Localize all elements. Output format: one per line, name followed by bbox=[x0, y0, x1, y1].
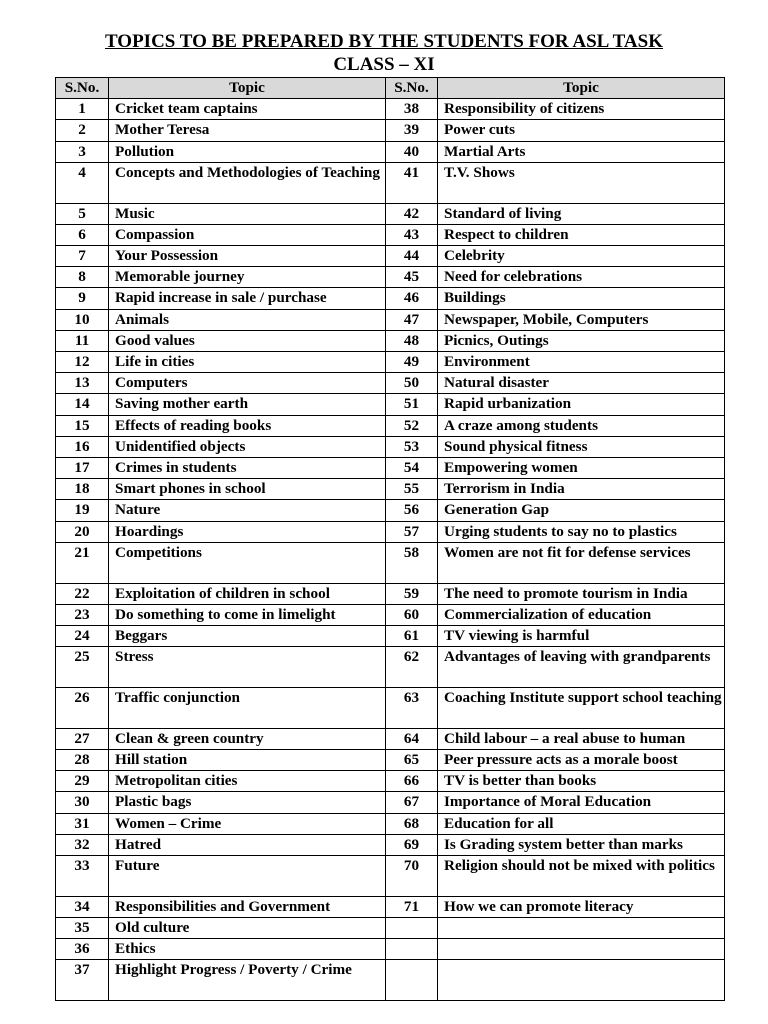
cell-sno-left: 15 bbox=[56, 415, 109, 436]
cell-topic-right: Celebrity bbox=[438, 246, 725, 267]
table-row bbox=[56, 688, 725, 729]
table-row bbox=[56, 479, 725, 500]
cell-topic-left: Hill station bbox=[109, 750, 386, 771]
cell-topic-left: Competitions bbox=[109, 542, 386, 583]
cell-topic-left: Ethics bbox=[109, 939, 386, 960]
cell-sno-left: 24 bbox=[56, 626, 109, 647]
cell-topic-left: Crimes in students bbox=[109, 458, 386, 479]
cell-topic-left: Pollution bbox=[109, 141, 386, 162]
cell-topic-right: Standard of living bbox=[438, 203, 725, 224]
table-row bbox=[56, 626, 725, 647]
cell-topic-left: Highlight Progress / Poverty / Crime bbox=[109, 960, 386, 1001]
cell-sno-left: 17 bbox=[56, 458, 109, 479]
cell-topic-left: Smart phones in school bbox=[109, 479, 386, 500]
cell-sno-left: 32 bbox=[56, 834, 109, 855]
cell-sno-right: 45 bbox=[386, 267, 438, 288]
cell-sno-left: 11 bbox=[56, 330, 109, 351]
table-row bbox=[56, 458, 725, 479]
cell-sno-left: 5 bbox=[56, 203, 109, 224]
cell-topic-right: Newspaper, Mobile, Computers bbox=[438, 309, 725, 330]
header-sno-left: S.No. bbox=[56, 78, 109, 99]
cell-sno-right: 38 bbox=[386, 99, 438, 120]
cell-sno-right: 46 bbox=[386, 288, 438, 309]
table-row bbox=[56, 162, 725, 203]
table-row bbox=[56, 99, 725, 120]
table-row bbox=[56, 394, 725, 415]
cell-sno-left: 33 bbox=[56, 856, 109, 897]
cell-sno-left: 1 bbox=[56, 99, 109, 120]
table-row bbox=[56, 288, 725, 309]
cell-sno-right: 71 bbox=[386, 896, 438, 917]
table-row bbox=[56, 771, 725, 792]
cell-sno-right: 40 bbox=[386, 141, 438, 162]
cell-sno-left: 18 bbox=[56, 479, 109, 500]
cell-sno-left: 9 bbox=[56, 288, 109, 309]
cell-topic-left: Metropolitan cities bbox=[109, 771, 386, 792]
cell-topic-right: Picnics, Outings bbox=[438, 330, 725, 351]
cell-sno-right: 43 bbox=[386, 224, 438, 245]
cell-topic-left: Cricket team captains bbox=[109, 99, 386, 120]
cell-sno-right: 54 bbox=[386, 458, 438, 479]
document-title: TOPICS TO BE PREPARED BY THE STUDENTS FOR ASL TASK bbox=[104, 31, 664, 52]
cell-topic-left: Music bbox=[109, 203, 386, 224]
cell-sno-left: 30 bbox=[56, 792, 109, 813]
cell-topic-left: Do something to come in limelight bbox=[109, 604, 386, 625]
cell-sno-left: 29 bbox=[56, 771, 109, 792]
cell-topic-right: A craze among students bbox=[438, 415, 725, 436]
cell-topic-left: Future bbox=[109, 856, 386, 897]
cell-sno-left: 3 bbox=[56, 141, 109, 162]
cell-topic-left: Exploitation of children in school bbox=[109, 583, 386, 604]
cell-topic-left: Mother Teresa bbox=[109, 120, 386, 141]
cell-topic-left: Effects of reading books bbox=[109, 415, 386, 436]
table-row bbox=[56, 500, 725, 521]
cell-sno-right bbox=[386, 939, 438, 960]
class-subtitle: CLASS – XI bbox=[333, 54, 435, 75]
cell-topic-right bbox=[438, 918, 725, 939]
cell-topic-left: Beggars bbox=[109, 626, 386, 647]
table-row bbox=[56, 246, 725, 267]
table-row bbox=[56, 583, 725, 604]
table-row bbox=[56, 918, 725, 939]
cell-topic-left: Plastic bags bbox=[109, 792, 386, 813]
table-row bbox=[56, 939, 725, 960]
table-row bbox=[56, 436, 725, 457]
cell-sno-right: 63 bbox=[386, 688, 438, 729]
cell-topic-right: Rapid urbanization bbox=[438, 394, 725, 415]
cell-topic-right: Peer pressure acts as a morale boost bbox=[438, 750, 725, 771]
cell-sno-right: 66 bbox=[386, 771, 438, 792]
cell-topic-right: Need for celebrations bbox=[438, 267, 725, 288]
cell-topic-right: The need to promote tourism in India bbox=[438, 583, 725, 604]
cell-topic-left: Hoardings bbox=[109, 521, 386, 542]
cell-topic-left: Your Possession bbox=[109, 246, 386, 267]
cell-topic-right: Child labour – a real abuse to human bbox=[438, 728, 725, 749]
cell-sno-right: 55 bbox=[386, 479, 438, 500]
cell-sno-left: 21 bbox=[56, 542, 109, 583]
cell-sno-right: 57 bbox=[386, 521, 438, 542]
cell-sno-right: 47 bbox=[386, 309, 438, 330]
cell-topic-left: Computers bbox=[109, 373, 386, 394]
cell-sno-left: 31 bbox=[56, 813, 109, 834]
header-topic-left: Topic bbox=[109, 78, 386, 99]
cell-topic-right bbox=[438, 960, 725, 1001]
cell-topic-right: Power cuts bbox=[438, 120, 725, 141]
cell-topic-left: Compassion bbox=[109, 224, 386, 245]
table-row bbox=[56, 856, 725, 897]
table-row bbox=[56, 120, 725, 141]
cell-topic-right: Is Grading system better than marks bbox=[438, 834, 725, 855]
cell-topic-left: Saving mother earth bbox=[109, 394, 386, 415]
cell-sno-left: 4 bbox=[56, 162, 109, 203]
cell-topic-left: Old culture bbox=[109, 918, 386, 939]
topics-table bbox=[55, 77, 725, 1001]
cell-sno-right: 60 bbox=[386, 604, 438, 625]
cell-sno-left: 10 bbox=[56, 309, 109, 330]
cell-topic-left: Unidentified objects bbox=[109, 436, 386, 457]
cell-sno-left: 34 bbox=[56, 896, 109, 917]
cell-sno-right: 48 bbox=[386, 330, 438, 351]
table-header-row bbox=[56, 78, 725, 99]
table-row bbox=[56, 542, 725, 583]
cell-sno-left: 25 bbox=[56, 647, 109, 688]
table-row bbox=[56, 224, 725, 245]
table-row bbox=[56, 792, 725, 813]
cell-sno-right: 59 bbox=[386, 583, 438, 604]
cell-topic-right: Education for all bbox=[438, 813, 725, 834]
cell-sno-right: 58 bbox=[386, 542, 438, 583]
topics-table-body bbox=[56, 99, 725, 1001]
cell-topic-right: T.V. Shows bbox=[438, 162, 725, 203]
cell-topic-right: Coaching Institute support school teaching bbox=[438, 688, 725, 729]
cell-sno-right: 50 bbox=[386, 373, 438, 394]
cell-sno-right bbox=[386, 960, 438, 1001]
cell-topic-left: Clean & green country bbox=[109, 728, 386, 749]
table-row bbox=[56, 834, 725, 855]
cell-topic-right: Environment bbox=[438, 352, 725, 373]
cell-sno-right: 53 bbox=[386, 436, 438, 457]
cell-topic-right: Empowering women bbox=[438, 458, 725, 479]
table-row bbox=[56, 604, 725, 625]
table-row bbox=[56, 728, 725, 749]
cell-sno-right: 56 bbox=[386, 500, 438, 521]
table-row bbox=[56, 309, 725, 330]
cell-sno-right: 52 bbox=[386, 415, 438, 436]
cell-sno-right: 67 bbox=[386, 792, 438, 813]
cell-sno-left: 22 bbox=[56, 583, 109, 604]
cell-sno-left: 14 bbox=[56, 394, 109, 415]
cell-topic-left: Women – Crime bbox=[109, 813, 386, 834]
cell-topic-right: TV viewing is harmful bbox=[438, 626, 725, 647]
cell-topic-left: Concepts and Methodologies of Teaching bbox=[109, 162, 386, 203]
cell-sno-left: 37 bbox=[56, 960, 109, 1001]
cell-topic-right: Buildings bbox=[438, 288, 725, 309]
cell-topic-left: Memorable journey bbox=[109, 267, 386, 288]
table-row bbox=[56, 750, 725, 771]
cell-sno-left: 26 bbox=[56, 688, 109, 729]
cell-topic-left: Traffic conjunction bbox=[109, 688, 386, 729]
header-topic-right: Topic bbox=[438, 78, 725, 99]
cell-sno-right: 51 bbox=[386, 394, 438, 415]
cell-sno-left: 13 bbox=[56, 373, 109, 394]
table-row bbox=[56, 415, 725, 436]
table-row bbox=[56, 330, 725, 351]
table-row bbox=[56, 141, 725, 162]
cell-topic-right: Terrorism in India bbox=[438, 479, 725, 500]
cell-topic-right: Advantages of leaving with grandparents bbox=[438, 647, 725, 688]
cell-sno-left: 8 bbox=[56, 267, 109, 288]
cell-sno-left: 6 bbox=[56, 224, 109, 245]
cell-sno-left: 19 bbox=[56, 500, 109, 521]
cell-sno-right: 70 bbox=[386, 856, 438, 897]
cell-topic-right: Sound physical fitness bbox=[438, 436, 725, 457]
cell-sno-left: 27 bbox=[56, 728, 109, 749]
cell-topic-right: Urging students to say no to plastics bbox=[438, 521, 725, 542]
cell-topic-right: Religion should not be mixed with politics bbox=[438, 856, 725, 897]
cell-topic-right: TV is better than books bbox=[438, 771, 725, 792]
cell-sno-right: 62 bbox=[386, 647, 438, 688]
cell-sno-right: 49 bbox=[386, 352, 438, 373]
cell-topic-left: Stress bbox=[109, 647, 386, 688]
table-row bbox=[56, 203, 725, 224]
cell-sno-right: 41 bbox=[386, 162, 438, 203]
cell-topic-right: Responsibility of citizens bbox=[438, 99, 725, 120]
cell-topic-right: Respect to children bbox=[438, 224, 725, 245]
cell-sno-left: 7 bbox=[56, 246, 109, 267]
cell-sno-right: 69 bbox=[386, 834, 438, 855]
cell-sno-left: 35 bbox=[56, 918, 109, 939]
cell-sno-left: 12 bbox=[56, 352, 109, 373]
cell-topic-right: How we can promote literacy bbox=[438, 896, 725, 917]
table-row bbox=[56, 373, 725, 394]
cell-topic-left: Responsibilities and Government bbox=[109, 896, 386, 917]
table-row bbox=[56, 896, 725, 917]
cell-sno-right: 65 bbox=[386, 750, 438, 771]
table-row bbox=[56, 647, 725, 688]
cell-sno-right: 64 bbox=[386, 728, 438, 749]
cell-sno-left: 2 bbox=[56, 120, 109, 141]
cell-topic-right: Women are not fit for defense services bbox=[438, 542, 725, 583]
cell-sno-left: 16 bbox=[56, 436, 109, 457]
header-sno-right: S.No. bbox=[386, 78, 438, 99]
cell-topic-right: Importance of Moral Education bbox=[438, 792, 725, 813]
cell-sno-right: 44 bbox=[386, 246, 438, 267]
cell-sno-left: 36 bbox=[56, 939, 109, 960]
cell-sno-left: 28 bbox=[56, 750, 109, 771]
cell-topic-right: Generation Gap bbox=[438, 500, 725, 521]
cell-sno-right bbox=[386, 918, 438, 939]
cell-topic-right: Martial Arts bbox=[438, 141, 725, 162]
cell-topic-left: Hatred bbox=[109, 834, 386, 855]
cell-topic-right: Commercialization of education bbox=[438, 604, 725, 625]
cell-topic-right: Natural disaster bbox=[438, 373, 725, 394]
cell-sno-left: 20 bbox=[56, 521, 109, 542]
table-row bbox=[56, 813, 725, 834]
cell-topic-left: Good values bbox=[109, 330, 386, 351]
cell-sno-right: 39 bbox=[386, 120, 438, 141]
table-row bbox=[56, 352, 725, 373]
table-row bbox=[56, 960, 725, 1001]
table-row bbox=[56, 267, 725, 288]
cell-sno-left: 23 bbox=[56, 604, 109, 625]
cell-sno-right: 68 bbox=[386, 813, 438, 834]
cell-topic-left: Animals bbox=[109, 309, 386, 330]
cell-sno-right: 42 bbox=[386, 203, 438, 224]
cell-sno-right: 61 bbox=[386, 626, 438, 647]
cell-topic-left: Rapid increase in sale / purchase bbox=[109, 288, 386, 309]
table-row bbox=[56, 521, 725, 542]
cell-topic-right bbox=[438, 939, 725, 960]
cell-topic-left: Nature bbox=[109, 500, 386, 521]
cell-topic-left: Life in cities bbox=[109, 352, 386, 373]
